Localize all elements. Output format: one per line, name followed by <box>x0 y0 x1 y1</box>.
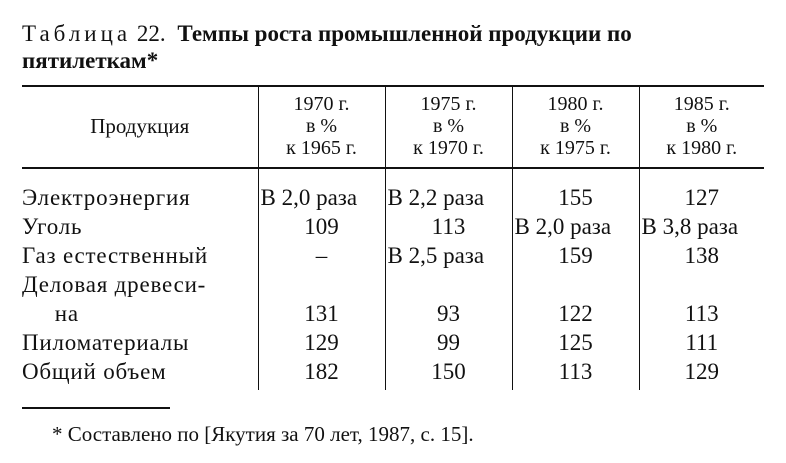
row-name: Общий объем <box>22 359 167 384</box>
cell-1980 <box>512 270 639 299</box>
table-row-electricity <box>22 168 764 212</box>
row-name: Деловая древеси- <box>22 272 207 297</box>
header-product: Продукция <box>22 86 258 168</box>
header-period-unit: в % <box>559 115 592 137</box>
cell-1975: 93 <box>385 299 512 328</box>
cell-1985: 127 <box>639 168 764 212</box>
table-caption-title: Темпы роста промышленной продукции по пятилеткам* <box>22 21 632 73</box>
row-name: Пиломатериалы <box>22 330 190 355</box>
header-period-year: 1970 г. <box>293 93 350 115</box>
footnote: * Составлено по [Якутия за 70 лет, 1987, с. 15]. <box>52 422 474 446</box>
cell-1970 <box>258 270 385 299</box>
growth-rates-table <box>22 85 764 390</box>
cell-1985: 113 <box>639 299 764 328</box>
table-row-natural-gas <box>22 241 764 270</box>
table-row-timber-part1 <box>22 270 764 299</box>
cell-1980: 122 <box>512 299 639 328</box>
cell-1975: 150 <box>385 357 512 390</box>
table-row-lumber <box>22 328 764 357</box>
header-period-base: к 1965 г. <box>286 137 357 159</box>
cell-1980: 155 <box>512 168 639 212</box>
header-period-1975 <box>385 86 512 168</box>
table-caption <box>22 20 764 74</box>
header-period-base: к 1970 г. <box>413 137 484 159</box>
header-period-year: 1985 г. <box>673 93 730 115</box>
cell-1970: – <box>258 241 385 270</box>
cell-1975: В 2,2 раза <box>385 168 512 212</box>
cell-1975: В 2,5 раза <box>385 241 512 270</box>
table-header-row <box>22 86 764 168</box>
cell-1985: В 3,8 раза <box>639 212 764 241</box>
table-row-total <box>22 357 764 390</box>
cell-1970: 109 <box>258 212 385 241</box>
cell-1985: 111 <box>639 328 764 357</box>
header-period-1980 <box>512 86 639 168</box>
cell-1970: 129 <box>258 328 385 357</box>
cell-1985 <box>639 270 764 299</box>
header-period-unit: в % <box>686 115 718 137</box>
header-period-unit: в % <box>305 115 338 137</box>
row-name: на <box>22 301 79 326</box>
header-period-base: к 1980 г. <box>666 137 738 159</box>
header-period-unit: в % <box>432 115 465 137</box>
cell-1975: 99 <box>385 328 512 357</box>
header-period-1985 <box>639 86 764 168</box>
cell-1970: 131 <box>258 299 385 328</box>
cell-1980: 113 <box>512 357 639 390</box>
cell-1985: 129 <box>639 357 764 390</box>
cell-1970: В 2,0 раза <box>258 168 385 212</box>
footnote-divider <box>22 407 170 409</box>
row-name: Газ естественный <box>22 243 208 268</box>
table-caption-number: 22. <box>136 21 166 46</box>
cell-1985: 138 <box>639 241 764 270</box>
header-period-1970 <box>258 86 385 168</box>
table-row-timber-part2 <box>22 299 764 328</box>
cell-1980: 125 <box>512 328 639 357</box>
cell-1975: 113 <box>385 212 512 241</box>
cell-1975 <box>385 270 512 299</box>
row-name: Электроэнергия <box>22 185 191 210</box>
table-caption-label: Таблица <box>22 21 132 46</box>
header-period-year: 1980 г. <box>547 93 604 115</box>
row-name: Уголь <box>22 214 83 239</box>
header-period-year: 1975 г. <box>420 93 477 115</box>
cell-1980: 159 <box>512 241 639 270</box>
cell-1980: В 2,0 раза <box>512 212 639 241</box>
cell-1970: 182 <box>258 357 385 390</box>
header-period-base: к 1975 г. <box>540 137 611 159</box>
table-row-coal <box>22 212 764 241</box>
